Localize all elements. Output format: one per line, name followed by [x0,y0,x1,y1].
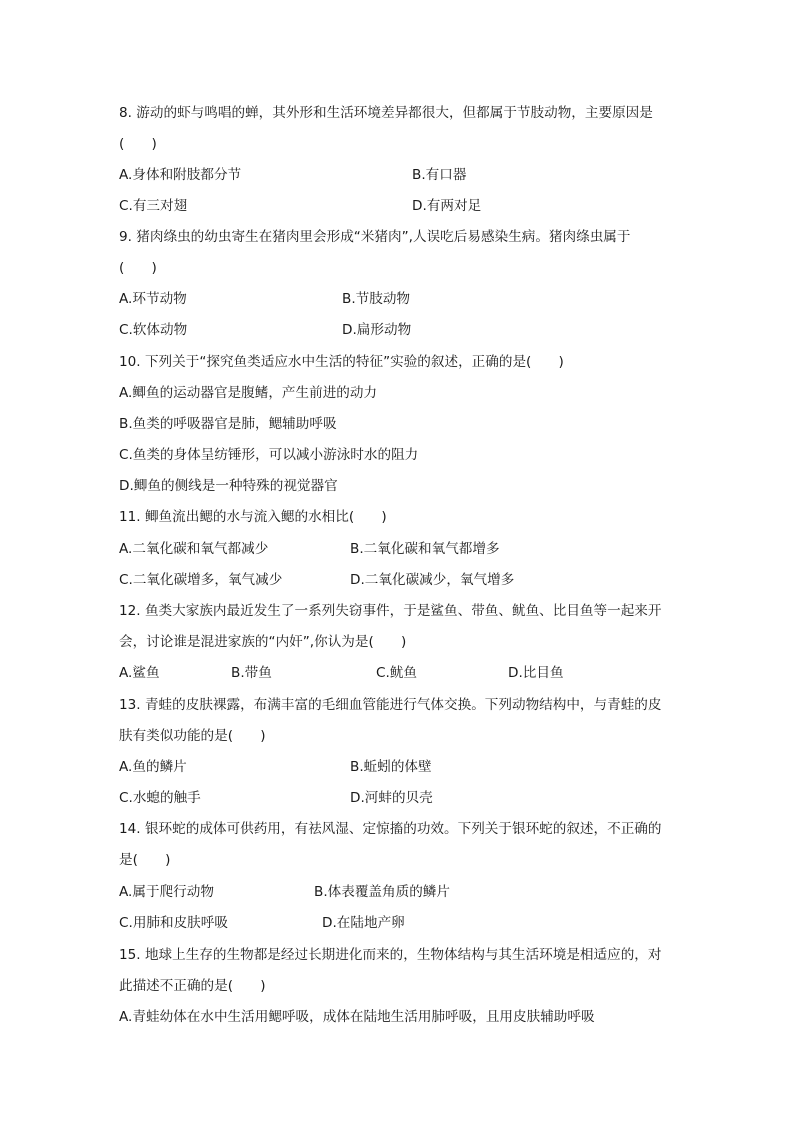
question-10-stem: 10. 下列关于“探究鱼类适应水中生活的特征”实验的叙述，正确的是( ) [119,354,564,370]
question-8-stem-line2: ( ) [119,136,157,152]
question-12-stem-line1: 12. 鱼类大家族内最近发生了一系列失窃事件，于是鲨鱼、带鱼、鱿鱼、比目鱼等一起来开 [119,603,662,619]
question-14-option-a: A.属于爬行动物 [119,884,214,900]
question-9-option-c: C.软体动物 [119,322,188,338]
question-13-option-a: A.鱼的鳞片 [119,759,187,775]
question-11-stem: 11. 鲫鱼流出鳃的水与流入鳃的水相比( ) [119,509,387,525]
question-14-stem-line1: 14. 银环蛇的成体可供药用，有祛风湿、定惊搐的功效。下列关于银环蛇的叙述，不正确的 [119,821,662,837]
question-11-option-a: A.二氧化碳和氧气都减少 [119,541,269,557]
question-11-option-d: D.二氧化碳减少，氧气增多 [350,572,515,588]
question-15-stem-line2: 此描述不正确的是( ) [119,978,266,994]
question-12-option-c: C.鱿鱼 [376,665,418,681]
question-13-option-d: D.河蚌的贝壳 [350,790,433,806]
question-12-stem-line2: 会，讨论谁是混进家族的“内奸”,你认为是( ) [119,634,407,650]
question-8-option-d: D.有两对足 [412,198,482,214]
question-12-option-a: A.鲨鱼 [119,665,160,681]
question-10-option-c: C.鱼类的身体呈纺锤形，可以减小游泳时水的阻力 [119,447,419,463]
question-8-stem-line1: 8. 游动的虾与鸣唱的蝉，其外形和生活环境差异都很大，但都属于节肢动物，主要原因是 [119,105,653,121]
question-14-option-c: C.用肺和皮肤呼吸 [119,915,228,931]
question-8-option-b: B.有口器 [412,167,467,183]
question-14-stem-line2: 是( ) [119,852,171,868]
question-11-option-b: B.二氧化碳和氧气都增多 [350,541,500,557]
question-9-stem-line2: ( ) [119,260,157,276]
question-8-option-a: A.身体和附肢都分节 [119,167,242,183]
question-12-option-b: B.带鱼 [231,665,272,681]
question-15-stem-line1: 15. 地球上生存的生物都是经过长期进化而来的，生物体结构与其生活环境是相适应的，对 [119,947,662,963]
question-10-option-a: A.鲫鱼的运动器官是腹鳍，产生前进的动力 [119,385,378,401]
question-11-option-c: C.二氧化碳增多，氧气减少 [119,572,283,588]
question-9-option-d: D.扁形动物 [342,322,412,338]
question-15-option-a: A.青蛙幼体在水中生活用鳃呼吸，成体在陆地生活用肺呼吸，且用皮肤辅助呼吸 [119,1009,595,1025]
question-9-option-a: A.环节动物 [119,291,187,307]
question-13-option-b: B.蚯蚓的体壁 [350,759,432,775]
question-14-option-d: D.在陆地产卵 [322,915,405,931]
question-14-option-b: B.体表覆盖角质的鳞片 [314,884,450,900]
question-9-stem-line1: 9. 猪肉绦虫的幼虫寄生在猪肉里会形成“米猪肉”,人误吃后易感染生病。猪肉绦虫属于 [119,229,631,245]
question-13-stem-line2: 肤有类似功能的是( ) [119,728,266,744]
question-12-option-d: D.比目鱼 [508,665,564,681]
question-10-option-d: D.鲫鱼的侧线是一种特殊的视觉器官 [119,478,338,494]
question-8-option-c: C.有三对翅 [119,198,188,214]
question-10-option-b: B.鱼类的呼吸器官是肺，鳃辅助呼吸 [119,416,337,432]
question-13-option-c: C.水螅的触手 [119,790,201,806]
question-9-option-b: B.节肢动物 [342,291,411,307]
question-13-stem-line1: 13. 青蛙的皮肤裸露，布满丰富的毛细血管能进行气体交换。下列动物结构中，与青蛙的皮 [119,697,662,713]
